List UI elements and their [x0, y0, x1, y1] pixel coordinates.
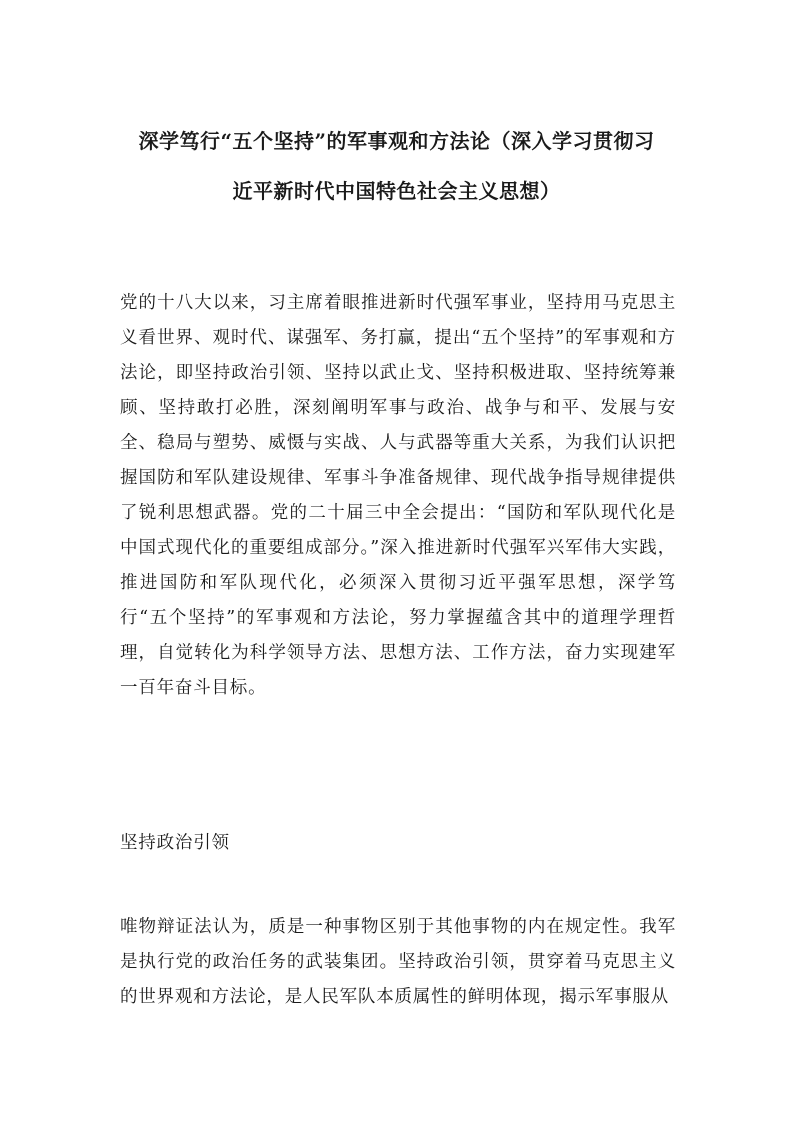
section-heading: 坚持政治引领	[120, 833, 230, 853]
body-paragraph: 唯物辩证法认为，质是一种事物区别于其他事物的内在规定性。我军是执行党的政治任务的武装集团。坚持政治引领，贯穿着马克思主义的世界观和方法论，是人民军队本质属性的鲜明体现，揭示军事服从	[120, 917, 676, 1007]
intro-paragraph: 党的十八大以来，习主席着眼推进新时代强军事业，坚持用马克思主义看世界、观时代、谋强军、务打赢，提出“五个坚持”的军事观和方法论，即坚持政治引领、坚持以武止戈、坚持积极进取、坚持统筹兼顾、坚持敢打必胜，深刻阐明军事与政治、战争与和平、发展与安全、稳局与塑势、威慑与实战、人与武器等重大关系，为我们认识把握国防和军队建设规律、军事斗争准备规律、现代战争指导规律提供了锐利思想武器。党的二十届三中全会提出：“国防和军队现代化是中国式现代化的重要组成部分。”深入推进新时代强军兴军伟大实践，推进国防和军队现代化，必须深入贯彻习近平强军思想，深学笃行“五个坚持”的军事观和方法论，努力掌握蕴含其中的道理学理哲理，自觉转化为科学领导方法、思想方法、工作方法，奋力实现建军一百年奋斗目标。	[120, 293, 676, 698]
document-title-line-2: 近平新时代中国特色社会主义思想）	[232, 179, 561, 203]
document-title-line-1: 深学笃行“五个坚持”的军事观和方法论（深入学习贯彻习	[138, 129, 655, 153]
